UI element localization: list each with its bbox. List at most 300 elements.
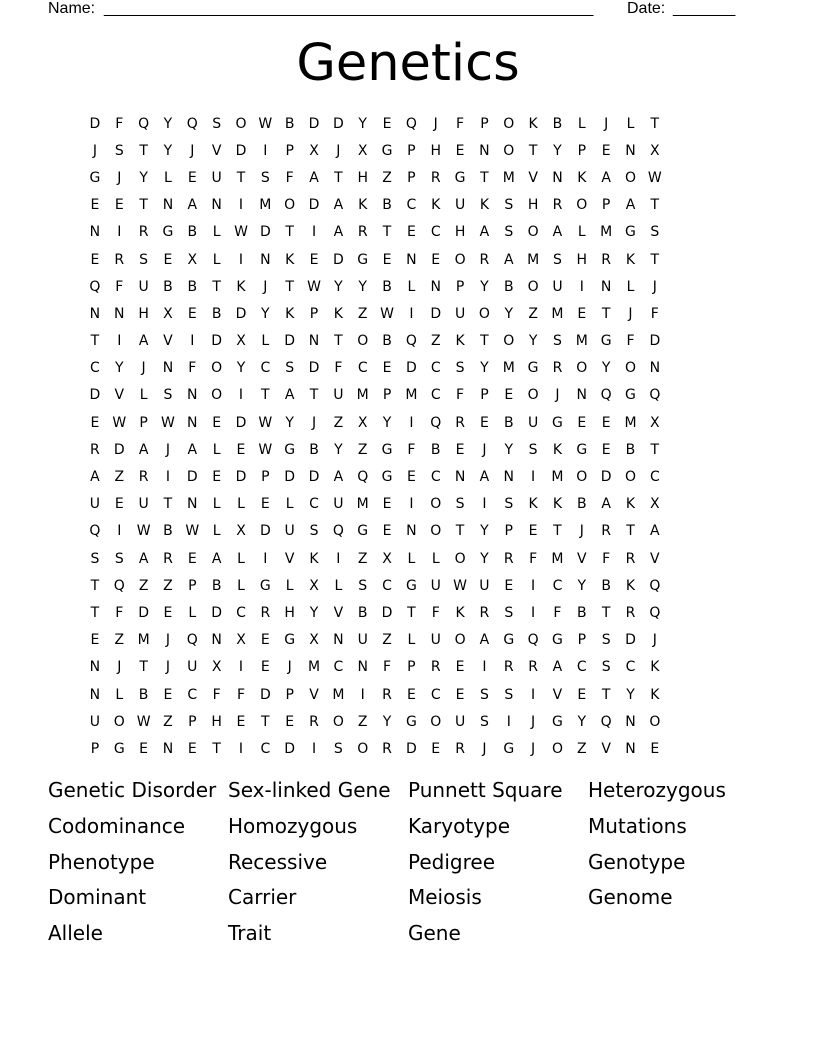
- grid-letter: N: [625, 740, 637, 757]
- grid-row: [83, 491, 733, 518]
- grid-letter: I: [117, 224, 122, 241]
- grid-letter: I: [263, 142, 268, 159]
- grid-letter: G: [576, 441, 588, 458]
- grid-letter: Q: [89, 523, 101, 540]
- grid-letter: T: [139, 659, 149, 676]
- grid-letter: T: [601, 686, 611, 703]
- grid-letter: A: [333, 224, 344, 241]
- grid-letter: D: [308, 197, 320, 214]
- word-list-item: Gene: [408, 921, 461, 946]
- grid-letter: Z: [357, 305, 368, 322]
- grid-letter: K: [625, 496, 636, 513]
- grid-letter: U: [89, 713, 101, 730]
- grid-letter: T: [650, 441, 660, 458]
- grid-letter: L: [407, 550, 416, 567]
- grid-letter: F: [285, 169, 295, 186]
- grid-letter: N: [162, 197, 174, 214]
- header: [48, 0, 748, 20]
- grid-letter: T: [261, 713, 271, 730]
- grid-letter: D: [284, 333, 296, 350]
- word-list-item: Pedigree: [408, 849, 495, 874]
- grid-letter: Q: [649, 604, 661, 621]
- grid-letter: K: [285, 305, 295, 322]
- grid-letter: I: [531, 686, 536, 703]
- grid-letter: W: [258, 414, 273, 431]
- grid-letter: E: [114, 197, 125, 214]
- grid-letter: A: [90, 469, 101, 486]
- grid-letter: R: [625, 604, 636, 621]
- grid-row: [83, 382, 733, 409]
- grid-letter: E: [455, 142, 465, 159]
- grid-letter: G: [600, 333, 613, 350]
- grid-letter: K: [528, 496, 539, 513]
- grid-letter: O: [235, 115, 247, 132]
- grid-letter: E: [139, 740, 149, 757]
- grid-letter: S: [504, 686, 514, 703]
- grid-letter: R: [138, 224, 149, 241]
- grid-letter: M: [405, 387, 418, 404]
- grid-letter: O: [332, 713, 345, 730]
- grid-letter: G: [113, 740, 126, 757]
- grid-letter: E: [455, 441, 465, 458]
- grid-letter: P: [261, 469, 271, 486]
- grid-row: [83, 735, 733, 762]
- grid-letter: E: [601, 414, 612, 431]
- grid-letter: X: [382, 550, 393, 567]
- grid-letter: L: [577, 115, 587, 132]
- grid-letter: D: [332, 251, 345, 268]
- grid-letter: I: [531, 604, 536, 621]
- grid-letter: O: [454, 550, 467, 567]
- grid-letter: I: [117, 523, 122, 540]
- word-list-item: Dominant: [48, 885, 147, 910]
- grid-letter: Q: [332, 523, 345, 540]
- grid-letter: C: [430, 360, 442, 377]
- grid-row: [83, 137, 733, 164]
- word-list-item: Meiosis: [408, 885, 482, 910]
- grid-letter: R: [357, 224, 369, 241]
- grid-letter: H: [430, 142, 442, 159]
- grid-letter: R: [163, 550, 174, 567]
- grid-letter: T: [90, 333, 100, 350]
- grid-letter: V: [650, 550, 661, 567]
- grid-letter: W: [453, 577, 468, 594]
- grid-letter: X: [357, 414, 368, 431]
- grid-letter: R: [455, 740, 466, 757]
- grid-letter: K: [455, 604, 466, 621]
- grid-letter: F: [334, 360, 343, 377]
- grid-letter: F: [383, 659, 392, 676]
- grid-letter: S: [260, 169, 271, 186]
- grid-letter: K: [577, 169, 587, 186]
- grid-letter: J: [531, 713, 536, 730]
- grid-letter: R: [552, 360, 563, 377]
- grid-letter: S: [479, 686, 490, 703]
- grid-letter: G: [89, 169, 101, 186]
- grid-letter: G: [625, 387, 637, 404]
- grid-letter: M: [600, 224, 613, 241]
- grid-letter: E: [504, 387, 514, 404]
- grid-letter: R: [601, 251, 612, 268]
- grid-letter: B: [503, 414, 515, 431]
- grid-row: [83, 328, 733, 355]
- grid-letter: N: [576, 387, 588, 404]
- grid-letter: G: [552, 713, 564, 730]
- grid-letter: Z: [528, 305, 539, 322]
- grid-letter: E: [309, 251, 319, 268]
- grid-letter: U: [187, 659, 198, 676]
- grid-letter: L: [334, 577, 343, 594]
- grid-letter: O: [503, 142, 515, 159]
- grid-letter: U: [211, 169, 223, 186]
- grid-letter: I: [409, 305, 414, 322]
- grid-letter: R: [90, 441, 101, 458]
- grid-letter: Y: [480, 550, 490, 567]
- word-search-grid: [83, 110, 733, 763]
- name-field[interactable]: _______________________________________________________: [104, 0, 594, 17]
- grid-letter: M: [137, 632, 151, 649]
- grid-letter: P: [139, 414, 149, 431]
- grid-letter: W: [136, 713, 152, 730]
- grid-letter: D: [284, 469, 296, 486]
- grid-letter: V: [114, 387, 125, 404]
- grid-letter: L: [212, 251, 222, 268]
- grid-letter: E: [406, 469, 417, 486]
- grid-letter: E: [163, 251, 173, 268]
- grid-letter: S: [114, 142, 125, 159]
- grid-letter: N: [333, 632, 345, 649]
- grid-letter: T: [650, 251, 660, 268]
- grid-letter: U: [454, 305, 466, 322]
- grid-letter: T: [90, 604, 100, 621]
- grid-letter: O: [624, 360, 637, 377]
- grid-letter: L: [577, 224, 587, 241]
- grid-letter: A: [138, 550, 149, 567]
- grid-letter: Y: [480, 523, 490, 540]
- grid-letter: G: [552, 632, 564, 649]
- word-list-item: Carrier: [228, 885, 297, 910]
- grid-letter: T: [285, 224, 295, 241]
- grid-letter: K: [650, 659, 660, 676]
- word-list-item: Allele: [48, 921, 103, 946]
- grid-letter: D: [235, 142, 247, 159]
- grid-letter: D: [89, 387, 101, 404]
- grid-letter: C: [406, 197, 417, 214]
- grid-letter: S: [455, 360, 466, 377]
- grid-letter: M: [502, 360, 516, 377]
- grid-letter: F: [115, 604, 124, 621]
- grid-letter: B: [576, 604, 588, 621]
- grid-letter: Y: [528, 333, 538, 350]
- grid-letter: S: [601, 659, 612, 676]
- grid-letter: F: [602, 550, 611, 567]
- grid-letter: N: [187, 414, 199, 431]
- grid-letter: H: [357, 169, 369, 186]
- grid-letter: J: [165, 632, 171, 649]
- grid-letter: N: [430, 278, 442, 295]
- grid-letter: E: [236, 713, 246, 730]
- grid-letter: C: [236, 604, 247, 621]
- grid-letter: O: [649, 713, 661, 730]
- grid-letter: D: [89, 115, 101, 132]
- grid-letter: A: [284, 387, 295, 404]
- word-list-item: Genotype: [588, 849, 686, 874]
- grid-letter: V: [577, 550, 588, 567]
- grid-letter: J: [628, 305, 634, 322]
- grid-letter: I: [238, 251, 244, 268]
- grid-letter: N: [162, 360, 174, 377]
- grid-letter: Y: [236, 360, 246, 377]
- grid-letter: T: [626, 523, 636, 540]
- grid-letter: G: [405, 577, 418, 594]
- grid-letter: W: [258, 115, 273, 132]
- grid-letter: V: [528, 169, 539, 186]
- grid-letter: C: [187, 686, 198, 703]
- date-label: Date:: [627, 0, 666, 17]
- grid-letter: W: [647, 169, 663, 186]
- grid-letter: Y: [480, 278, 490, 295]
- grid-letter: O: [211, 360, 223, 377]
- grid-letter: Q: [405, 333, 418, 350]
- grid-letter: B: [309, 441, 320, 458]
- grid-letter: S: [601, 632, 612, 649]
- grid-letter: K: [625, 577, 636, 594]
- grid-letter: K: [552, 496, 563, 513]
- grid-letter: B: [163, 523, 174, 540]
- grid-letter: X: [211, 659, 222, 676]
- grid-letter: Y: [334, 441, 344, 458]
- grid-letter: X: [187, 251, 198, 268]
- word-list-item: Recessive: [228, 849, 328, 874]
- grid-letter: Q: [89, 278, 101, 295]
- grid-letter: D: [308, 115, 320, 132]
- grid-letter: J: [263, 278, 268, 295]
- grid-row: [83, 681, 733, 708]
- grid-letter: B: [163, 278, 174, 295]
- grid-letter: E: [187, 550, 198, 567]
- grid-letter: S: [504, 604, 514, 621]
- grid-letter: P: [407, 169, 417, 186]
- grid-letter: F: [456, 387, 465, 404]
- grid-letter: T: [334, 169, 344, 186]
- grid-letter: C: [576, 659, 588, 676]
- grid-letter: E: [285, 713, 295, 730]
- grid-letter: L: [261, 333, 270, 350]
- word-list-item: Karyotype: [408, 813, 510, 838]
- grid-row: [83, 708, 733, 735]
- grid-letter: F: [212, 686, 222, 703]
- grid-letter: F: [553, 604, 562, 621]
- grid-letter: I: [165, 469, 171, 486]
- grid-letter: J: [117, 659, 122, 676]
- grid-letter: V: [601, 740, 612, 757]
- grid-letter: B: [187, 278, 198, 295]
- grid-letter: Q: [186, 632, 199, 649]
- date-field[interactable]: _______: [673, 0, 736, 17]
- grid-letter: E: [528, 523, 539, 540]
- grid-letter: C: [90, 360, 101, 377]
- grid-letter: K: [625, 251, 636, 268]
- grid-letter: T: [236, 169, 246, 186]
- grid-letter: R: [552, 197, 563, 214]
- grid-letter: P: [577, 632, 587, 649]
- grid-letter: R: [309, 713, 320, 730]
- grid-row: [83, 355, 733, 382]
- grid-letter: D: [284, 740, 296, 757]
- grid-letter: G: [503, 632, 515, 649]
- grid-letter: R: [382, 740, 393, 757]
- grid-letter: E: [163, 686, 173, 703]
- grid-letter: Z: [357, 441, 368, 458]
- grid-letter: Z: [163, 713, 174, 730]
- grid-letter: D: [186, 469, 199, 486]
- grid-letter: Y: [504, 441, 514, 458]
- grid-letter: R: [601, 523, 612, 540]
- grid-letter: N: [187, 387, 199, 404]
- grid-letter: K: [552, 441, 563, 458]
- grid-letter: O: [527, 224, 540, 241]
- grid-letter: I: [263, 550, 268, 567]
- grid-letter: D: [235, 414, 247, 431]
- grid-letter: E: [236, 441, 246, 458]
- grid-letter: U: [479, 577, 491, 594]
- grid-letter: E: [187, 740, 198, 757]
- grid-letter: R: [382, 686, 393, 703]
- grid-letter: I: [117, 333, 122, 350]
- grid-row: [83, 627, 733, 654]
- grid-letter: O: [284, 197, 296, 214]
- grid-letter: T: [334, 333, 344, 350]
- grid-letter: K: [333, 305, 344, 322]
- grid-letter: D: [235, 469, 247, 486]
- grid-letter: R: [528, 659, 539, 676]
- grid-letter: G: [503, 740, 515, 757]
- grid-letter: L: [285, 496, 295, 513]
- grid-letter: E: [601, 441, 612, 458]
- grid-letter: O: [454, 632, 467, 649]
- grid-letter: S: [553, 333, 563, 350]
- grid-letter: A: [333, 469, 344, 486]
- grid-letter: A: [479, 224, 490, 241]
- grid-letter: J: [555, 387, 561, 404]
- grid-letter: U: [454, 713, 466, 730]
- grid-letter: D: [235, 305, 247, 322]
- grid-letter: I: [531, 577, 536, 594]
- grid-letter: W: [234, 224, 249, 241]
- grid-letter: R: [625, 550, 636, 567]
- grid-letter: Y: [553, 142, 563, 159]
- grid-letter: G: [357, 523, 369, 540]
- grid-letter: N: [454, 469, 466, 486]
- grid-letter: F: [115, 278, 124, 295]
- grid-letter: P: [90, 740, 100, 757]
- grid-letter: S: [455, 496, 466, 513]
- grid-letter: B: [552, 115, 563, 132]
- grid-letter: X: [357, 142, 368, 159]
- grid-letter: Y: [504, 305, 514, 322]
- grid-letter: Z: [163, 577, 174, 594]
- grid-letter: N: [503, 469, 515, 486]
- grid-letter: C: [382, 577, 393, 594]
- grid-letter: C: [430, 686, 442, 703]
- grid-letter: L: [407, 278, 416, 295]
- grid-letter: T: [553, 523, 563, 540]
- grid-letter: W: [380, 305, 395, 322]
- grid-letter: E: [212, 469, 222, 486]
- grid-letter: S: [650, 224, 660, 241]
- grid-letter: E: [114, 496, 125, 513]
- grid-letter: B: [576, 496, 588, 513]
- grid-letter: Q: [113, 577, 126, 594]
- grid-letter: M: [356, 496, 370, 513]
- grid-row: [83, 192, 733, 219]
- grid-letter: F: [188, 360, 197, 377]
- grid-letter: U: [552, 278, 564, 295]
- grid-letter: L: [237, 577, 246, 594]
- grid-letter: M: [527, 251, 540, 268]
- grid-letter: S: [90, 550, 100, 567]
- grid-letter: U: [89, 496, 101, 513]
- grid-letter: E: [187, 305, 198, 322]
- grid-letter: A: [552, 659, 563, 676]
- grid-letter: I: [238, 740, 244, 757]
- grid-letter: Y: [114, 360, 125, 377]
- grid-letter: E: [90, 632, 100, 649]
- grid-letter: G: [357, 251, 369, 268]
- grid-letter: X: [650, 142, 661, 159]
- grid-letter: S: [358, 577, 368, 594]
- grid-letter: Z: [430, 333, 442, 350]
- grid-letter: D: [308, 360, 320, 377]
- grid-letter: Q: [430, 414, 442, 431]
- grid-letter: S: [114, 550, 125, 567]
- grid-letter: F: [650, 305, 660, 322]
- grid-letter: A: [479, 632, 490, 649]
- grid-letter: I: [190, 333, 195, 350]
- grid-letter: L: [212, 224, 222, 241]
- grid-letter: U: [357, 632, 369, 649]
- grid-letter: C: [357, 360, 369, 377]
- grid-letter: T: [601, 604, 611, 621]
- grid-letter: Y: [261, 305, 271, 322]
- grid-letter: N: [406, 251, 418, 268]
- grid-letter: O: [576, 360, 588, 377]
- grid-letter: Q: [649, 387, 661, 404]
- grid-letter: U: [454, 197, 466, 214]
- grid-letter: K: [431, 197, 441, 214]
- grid-letter: A: [211, 550, 222, 567]
- grid-letter: A: [503, 251, 515, 268]
- grid-letter: H: [527, 197, 539, 214]
- grid-letter: N: [552, 169, 564, 186]
- grid-letter: Y: [601, 360, 611, 377]
- grid-letter: N: [211, 632, 223, 649]
- grid-letter: U: [430, 577, 442, 594]
- grid-letter: P: [407, 659, 417, 676]
- grid-letter: U: [138, 496, 150, 513]
- grid-letter: W: [112, 414, 127, 431]
- grid-letter: O: [527, 278, 540, 295]
- grid-row: [83, 572, 733, 599]
- word-list-item: Homozygous: [228, 813, 358, 838]
- grid-letter: P: [188, 577, 198, 594]
- grid-letter: J: [190, 142, 195, 159]
- grid-letter: R: [430, 169, 442, 186]
- grid-letter: T: [212, 278, 222, 295]
- grid-letter: H: [454, 224, 466, 241]
- grid-letter: K: [285, 251, 295, 268]
- grid-letter: S: [504, 197, 514, 214]
